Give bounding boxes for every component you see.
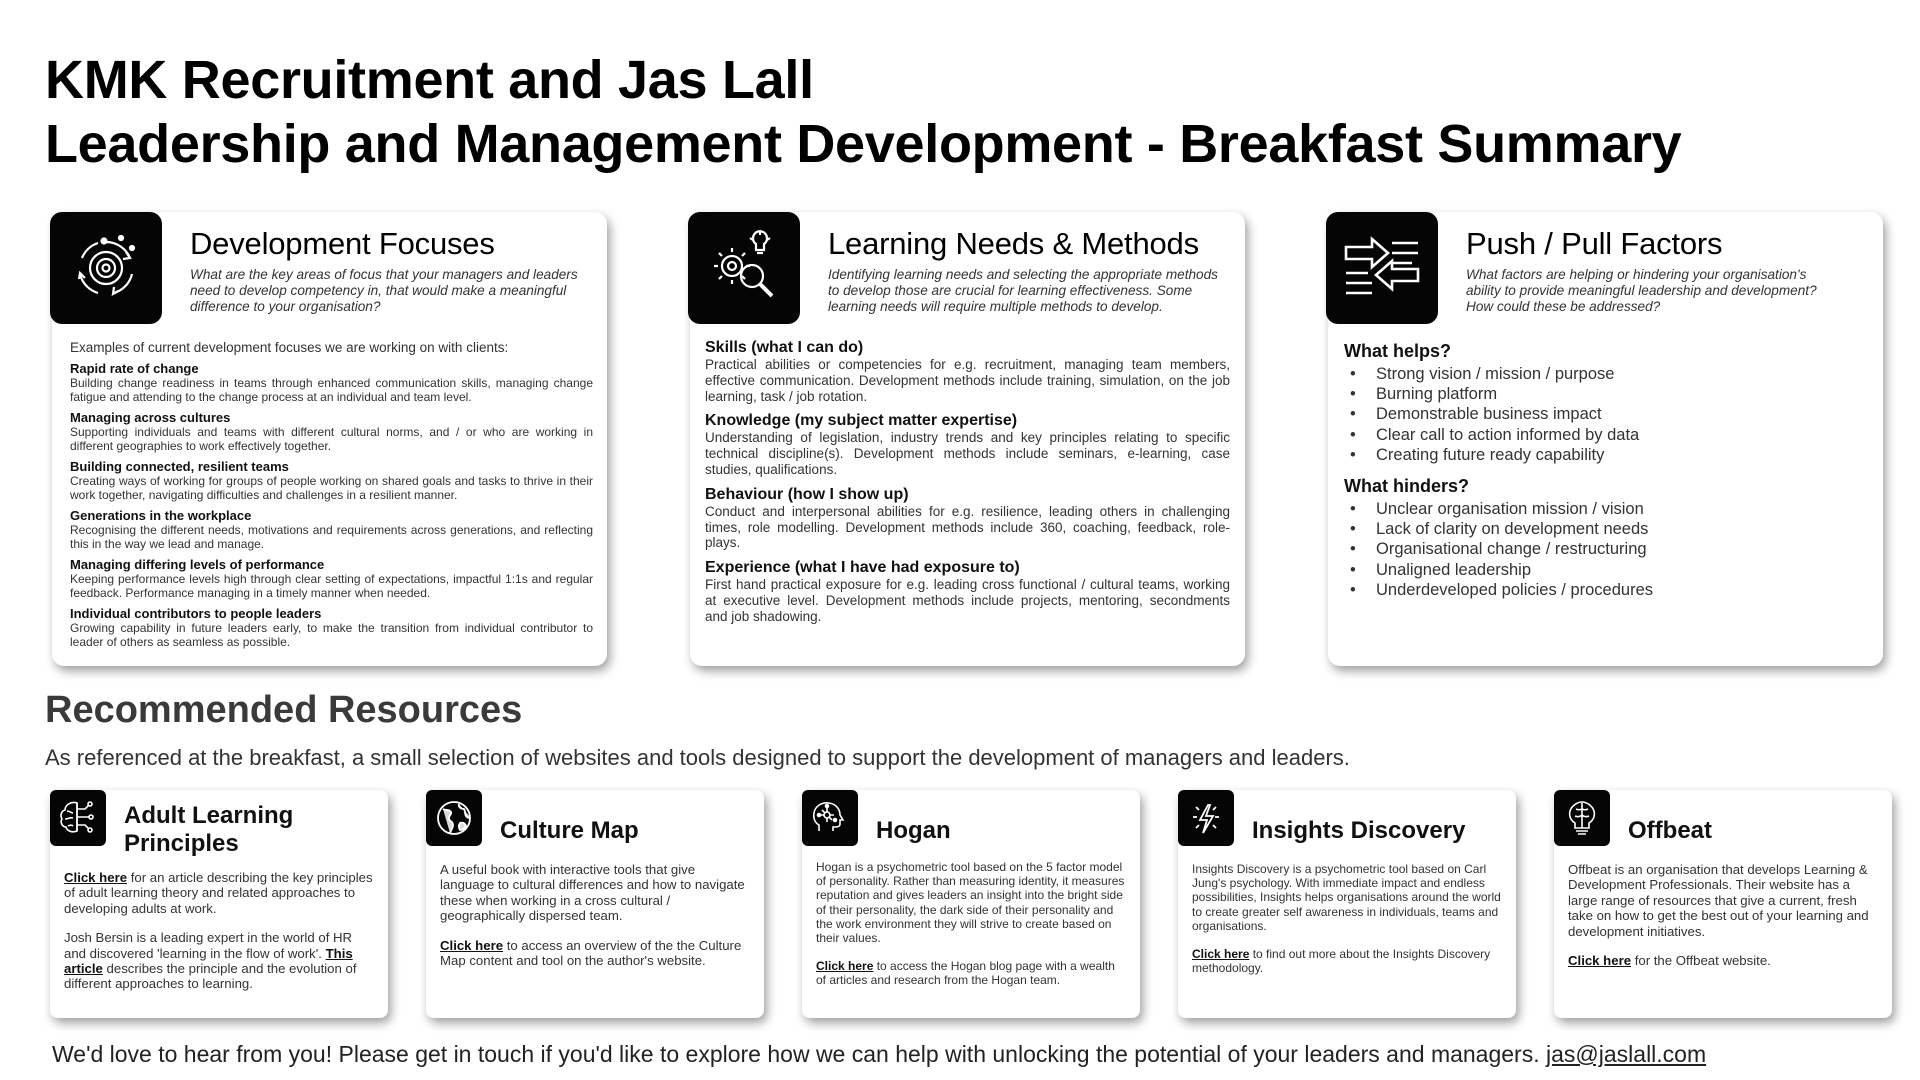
focus-heading: Managing differing levels of performance [70,557,325,573]
adult-learning-para-2 [64,930,374,992]
push-pull-arrows-icon [1326,212,1438,324]
list-item: • Unclear organisation mission / vision [1344,499,1869,519]
hogan-text-2: to access the Hogan blog page with a wealth of articles and research from the Hogan team. [816,959,1115,988]
adult-learning-text-3: describes the principle and the evolution of different approaches to learning. [64,961,357,992]
focus-text: Building change readiness in teams through enhanced communication skills, managing change fatigue and attending to the change process at an individual and team level. [70,376,593,405]
footer [52,1041,1706,1068]
title-line-1: KMK Recruitment and Jas Lall [45,50,814,110]
focus-text: Creating ways of working for groups of people working on shared goals and tasks to thrive in their work together, navigating difficulties and challenges in a resilient manner. [70,474,593,503]
insights-discovery-title: Insights Discovery [1252,817,1466,844]
adult-learning-title [124,802,293,858]
list-item: • Creating future ready capability [1344,445,1869,465]
hinders-list [1344,499,1869,600]
culture-map-body [440,862,750,982]
adult-learning-card [50,790,388,1018]
push-pull-title: Push / Pull Factors [1466,226,1723,261]
offbeat-title: Offbeat [1628,817,1712,844]
list-item [705,338,1230,404]
list-item [70,557,593,600]
page-title [45,48,1865,176]
adult-learning-text-1: for an article describing the key principles of adult learning theory and related approaches to developing adults at work. [64,870,373,916]
focus-heading: Managing across cultures [70,410,231,426]
lightning-icon [1178,790,1234,846]
focus-text: Growing capability in future leaders early, to make the transition from individual contributor to leader of others as seamless as possible. [70,621,593,650]
list-item: • Lack of clarity on development needs [1344,519,1869,539]
footer-text: We'd love to hear from you! Please get in touch if you'd like to explore how we can help with unlocking the potential of your leaders and managers. [52,1041,1547,1067]
resources-heading: Recommended Resources [45,689,523,731]
list-item: • Burning platform [1344,384,1869,404]
offbeat-para-2 [1568,953,1878,968]
focus-heading: Building connected, resilient teams [70,459,289,475]
development-focuses-subtitle: What are the key areas of focus that your managers and leaders need to develop competency in, that would make a meaningful difference to your organisation? [190,267,578,314]
learning-needs-subtitle: Identifying learning needs and selecting the appropriate methods to develop those are crucial for learning effectiveness. Some learning needs will require multiple methods to develop. [828,267,1218,314]
list-item [70,410,593,453]
list-item: • Strong vision / mission / purpose [1344,364,1869,384]
list-item [70,361,593,404]
culture-map-title: Culture Map [500,817,639,844]
adult-learning-title-line-2: Principles [124,830,239,857]
helps-heading: What helps? [1344,341,1451,361]
push-pull-body [1344,338,1869,610]
click-here-link[interactable]: Click here [440,937,504,953]
click-here-link[interactable]: Click here [1568,953,1632,969]
hogan-card [802,790,1140,1018]
focus-heading: Generations in the workplace [70,508,252,524]
click-here-link[interactable]: Click here [64,870,128,885]
hogan-title: Hogan [876,817,951,844]
offbeat-text-2: for the Offbeat website. [1631,953,1771,969]
culture-map-text-2: to access an overview of the the Culture Map content and tool on the author's website. [440,937,742,969]
insights-discovery-body [1192,862,1502,989]
gears-magnifier-icon [688,212,800,324]
need-text: Conduct and interpersonal abilities for e.g. resilience, leading others in challenging times, role modelling. Development methods include 360, coaching, feedback, role-plays. [705,503,1230,551]
list-item: • Demonstrable business impact [1344,404,1869,424]
list-item [70,606,593,649]
need-text: First hand practical exposure for e.g. leading cross functional / cultural teams, working at executive level. Development methods include projects, mentoring, secondments and job shadowing. [705,577,1230,624]
development-focuses-body [70,341,593,655]
learning-needs-card [690,212,1245,666]
title-line-2: Leadership and Management Development - Breakfast Summary [45,114,1682,174]
network-head-icon [802,790,858,846]
need-heading: Behaviour (how I show up) [705,485,909,503]
insights-discovery-text-1: Insights Discovery is a psychometric tool based on Carl Jung's psychology. With immediate impact and endless possibilities, Insights helps organisations around the world to create greater self awareness in individuals, teams and organisations. [1192,862,1501,933]
insights-discovery-para-2 [1192,947,1502,975]
focus-heading: Rapid rate of change [70,361,199,377]
offbeat-body [1568,862,1878,982]
hogan-body [816,860,1126,1002]
adult-learning-text-2: Josh Bersin is a leading expert in the world of HR and discovered 'learning in the flow of work'. [64,930,353,961]
gear-cycle-icon [50,212,162,324]
adult-learning-title-line-1: Adult Learning [124,802,294,829]
culture-map-text-1: A useful book with interactive tools that give language to cultural differences and how to navigate these when working in a cross cultural / geographically dispersed team. [440,862,745,924]
development-focuses-intro: Examples of current development focuses we are working on with clients: [70,340,509,355]
offbeat-card [1554,790,1892,1018]
resources-intro: As referenced at the breakfast, a small selection of websites and tools designed to support the development of managers and leaders. [45,745,1350,770]
list-item: • Unaligned leadership [1344,560,1869,580]
list-item: • Underdeveloped policies / procedures [1344,580,1869,600]
hogan-para-2 [816,959,1126,987]
need-text: Practical abilities or competencies for e.g. recruitment, managing team members, effective communication. Development methods include training, simulation, on the job learning, task / job rotation. [705,357,1230,404]
push-pull-card [1328,212,1883,666]
list-item [70,508,593,551]
offbeat-text-1: Offbeat is an organisation that develops Learning & Development Professionals. Their website has a large range of resources that give a current, fresh take on how to get the best out of your learning and development initiatives. [1568,862,1869,939]
need-heading: Skills (what I can do) [705,339,864,356]
culture-map-card [426,790,764,1018]
list-item: • Clear call to action informed by data [1344,425,1869,445]
need-heading: Experience (what I have had exposure to) [705,559,1020,577]
click-here-link[interactable]: Click here [816,959,874,974]
need-text: Understanding of legislation, industry trends and key principles relating to specific technical discipline(s). Development methods include seminars, e-learning, case studies, qualifications. [705,430,1230,477]
list-item: • Organisational change / restructuring [1344,539,1869,559]
culture-map-para-2 [440,938,750,969]
helps-list [1344,364,1869,465]
focus-text: Recognising the different needs, motivations and requirements across generations, and reflecting this in the way we lead and manage. [70,523,593,552]
brain-bulb-icon [1554,790,1610,846]
email-link[interactable]: jas@jaslall.com [1546,1041,1707,1067]
development-focuses-card [52,212,607,666]
globe-icon [426,790,482,846]
brain-circuit-icon [50,790,106,846]
list-item [705,411,1230,477]
this-article-link[interactable]: This article [64,945,353,977]
click-here-link[interactable]: Click here [1192,947,1250,962]
focus-heading: Individual contributors to people leaders [70,606,322,622]
push-pull-subtitle: What factors are helping or hindering your organisation's ability to provide meaningful leadership and development? How could these be addressed? [1466,267,1817,314]
focus-text: Keeping performance levels high through clear setting of expectations, impactful 1:1s and regular feedback. Performance managing in a timely manner when needed. [70,572,593,601]
focus-text: Supporting individuals and teams with different cultural norms, and / or who are working in different geographies to work effectively together. [70,425,593,454]
adult-learning-para-1 [64,870,374,916]
adult-learning-body [64,870,374,1006]
learning-needs-body [705,338,1230,632]
list-item [70,459,593,502]
hinders-heading: What hinders? [1344,476,1469,497]
learning-needs-title: Learning Needs & Methods [828,226,1199,261]
list-item [705,485,1230,551]
hogan-text-1: Hogan is a psychometric tool based on the 5 factor model of personality. Rather than measuring identity, it measures reputation and gives leaders an insight into the bright side of their personality, the dark side of their personality and the work environment they will strive to create based on their values. [816,860,1125,946]
list-item [705,558,1230,624]
development-focuses-title: Development Focuses [190,226,495,261]
insights-discovery-card [1178,790,1516,1018]
need-heading: Knowledge (my subject matter expertise) [705,412,1018,430]
insights-discovery-text-2: to find out more about the Insights Discovery methodology. [1192,947,1491,976]
